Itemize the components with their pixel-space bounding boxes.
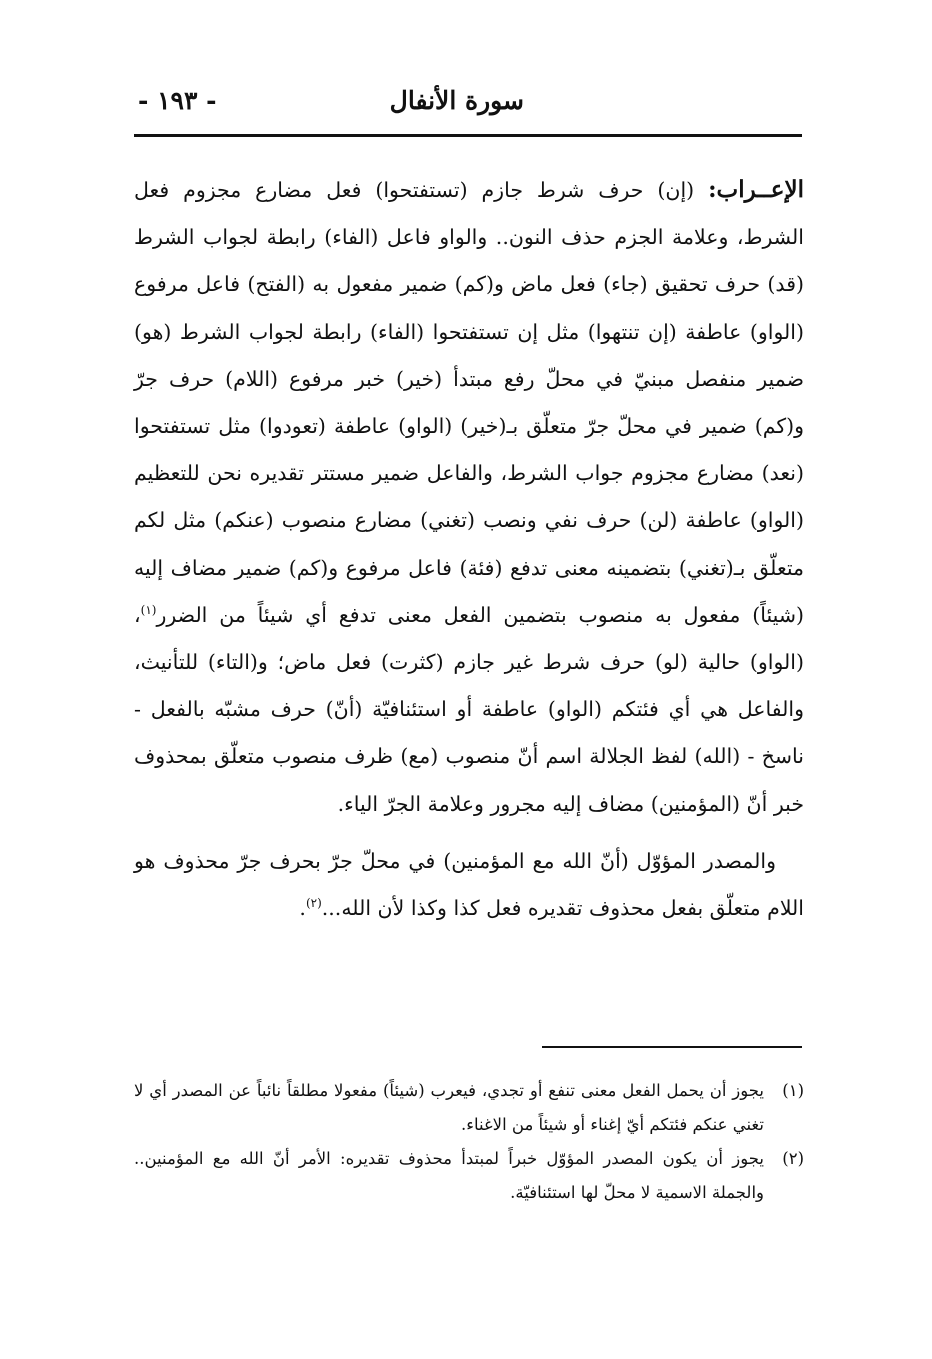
footnote-text: يجوز أن يحمل الفعل معنى تنفع أو تجدي، فيعرب (شيئاً) مفعولا مطلقاً نائباً عن المصدر أي لا تغني عنكم فئتكم أيّ إغناء أو شيئاً من الاغناء. — [134, 1081, 764, 1134]
page-number: - ١٩٣ - — [138, 86, 217, 115]
paragraph-2-text: والمصدر المؤوّل (أنّ الله مع المؤمنين) في محلّ جرّ بحرف جرّ محذوف هو اللام متعلّق بفعل محذوف تقديره فعل كذا وكذا لأن الله... — [134, 848, 804, 921]
footnote-ref-2: (٢) — [305, 896, 322, 911]
footnote-text: يجوز أن يكون المصدر المؤوّل خبراً لمبتدأ محذوف تقديره: الأمر أنّ الله مع المؤمنين.. والجملة الاسمية لا محلّ لها استئنافيّة. — [134, 1149, 764, 1202]
paragraph-irab — [134, 166, 804, 828]
footnote-number: (١) — [782, 1081, 804, 1100]
paragraph-1-continuation: ، (الواو) حالية (لو) حرف شرط غير جازم (كثرت) فعل ماض؛ و(التاء) للتأنيث، والفاعل هي أي فئتكم (الواو) عاطفة أو استئنافيّة (أنّ) حرف مشبّه بالفعل - ناسخ - (الله) لفظ الجلالة اسم أنّ منصوب (مع) ظرف منصوب متعلّق بمحذوف خبر أنّ (المؤمنين) مضاف إليه مجرور وعلامة الجرّ الياء. — [134, 602, 804, 816]
surah-title: سورة الأنفال — [389, 86, 524, 115]
paragraph-masdar: والمصدر المؤوّل (أنّ الله مع المؤمنين) في محلّ جرّ بحرف جرّ محذوف هو اللام متعلّق بفعل محذوف تقديره فعل كذا وكذا لأن الله...$^{(٢)}$. — [134, 848, 804, 921]
footnote-1 — [134, 1074, 804, 1142]
paragraph-1-text: (إن) حرف شرط جازم (تستفتحوا) فعل مضارع مجزوم فعل الشرط، وعلامة الجزم حذف النون.. والواو فاعل (الفاء) رابطة لجواب الشرط (قد) حرف تحقيق (جاء) فعل ماض و(كم) ضمير مفعول به (الفتح) فاعل مرفوع (الواو) عاطفة (إن تنتهوا) مثل إن تستفتحوا (الفاء) رابطة لجواب الشرط (هو) ضمير منفصل مبنيّ في محلّ رفع مبتدأ (خير) خبر مرفوع (اللام) حرف جرّ و(كم) ضمير في محلّ جرّ متعلّق بـ(خير) (الواو) عاطفة (تعودوا) مثل تستفتحوا (نعد) مضارع مجزوم جواب الشرط، والفاعل ضمير مستتر تقديره نحن للتعظيم (الواو) عاطفة (لن) حرف نفي ونصب (تغني) مضارع منصوب (عنكم) مثل لكم متعلّق بـ(تغني) بتضمينه معنى تدفع (فئة) فاعل مرفوع و(كم) ضمير مضاف إليه (شيئاً) مفعول به منصوب بتضمين الفعل معنى تدفع أي شيئاً من الضرر — [134, 178, 804, 627]
footnote-number: (٢) — [782, 1149, 804, 1168]
footnote-2 — [134, 1142, 804, 1210]
main-text — [134, 166, 804, 932]
footnote-divider — [542, 1046, 802, 1048]
footnotes — [134, 1074, 804, 1210]
irab-heading: الإعــراب: — [708, 176, 804, 203]
footnote-ref-1: (١) — [140, 603, 157, 617]
header-divider — [134, 134, 802, 137]
page-header — [134, 76, 800, 138]
